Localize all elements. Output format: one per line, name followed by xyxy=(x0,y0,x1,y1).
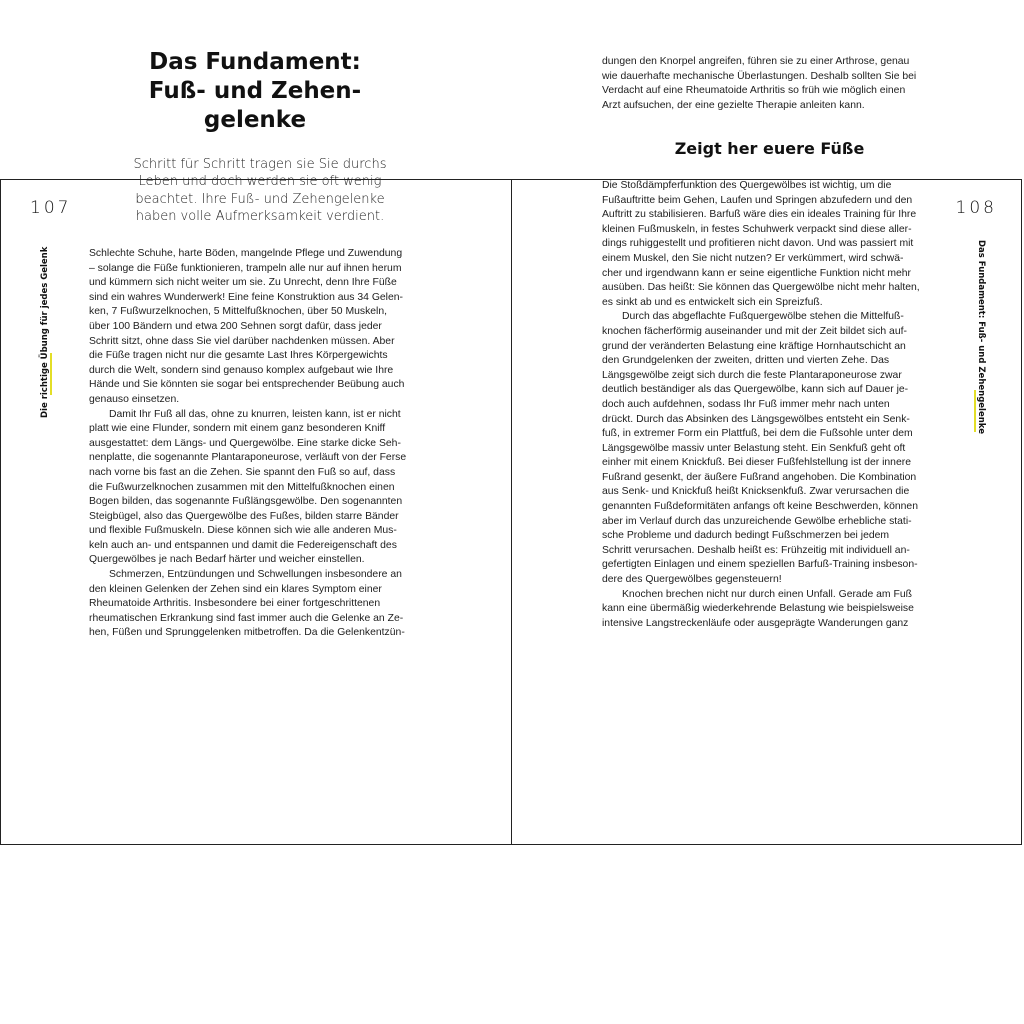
text-line: – solange die Füße funktionieren, trampeln alle nur auf ihnen herum xyxy=(89,262,402,274)
text-line: sche Probleme und dadurch bedingt Fußschmerzen bei jedem xyxy=(602,530,890,542)
lead-line: Leben und doch werden sie oft wenig xyxy=(138,174,382,190)
text-line: und kümmern sich nicht weiter um sie. Zu Unrecht, denn Ihre Füße xyxy=(89,277,397,289)
text-line: Hände und Sie könnten sie sogar bei entsprechender Beübung auch xyxy=(89,379,405,391)
text-line: Steigbügel, also das Quergewölbe des Fußes, bilden starre Bänder xyxy=(89,510,399,522)
text-line: sind ein wahres Wunderwerk! Eine feine Konstruktion aus 34 Gelen- xyxy=(89,291,404,303)
text-line: und flexible Fußmuskeln. Diese können sich wie alle anderen Mus- xyxy=(89,525,397,537)
accent-bar-right xyxy=(974,390,976,432)
text-line: keln auch an- und entspannen und damit die Federeigenschaft des xyxy=(89,539,397,551)
chapter-title-line: gelenke xyxy=(203,107,307,133)
lead-line: beachtet. Ihre Fuß- und Zehengelenke xyxy=(135,191,385,207)
text-line: die Fußwurzelknochen zusammen mit den Mittelfußknochen einen xyxy=(89,481,395,493)
right-body-text xyxy=(602,179,937,631)
text-line: grund der veränderten Belastung eine kräftige Hornhautschicht an xyxy=(602,340,906,352)
text-line: ausüben. Das heißt: Sie können das Quergewölbe nicht mehr halten, xyxy=(602,282,920,294)
text-line: fuß, in extremer Form ein Plattfuß, bei dem die Fußsohle unter dem xyxy=(602,428,913,440)
page-number-left: 107 xyxy=(30,198,72,218)
text-line: Fußauftritte beim Gehen, Laufen und Springen abzufedern und den xyxy=(602,194,913,206)
text-line: aus Senk- und Knickfuß heißt Knicksenkfuß. Zwar verursachen die xyxy=(602,486,910,498)
text-line: ausgestattet: dem Längs- und Quergewölbe. Eine starke dicke Seh- xyxy=(89,437,401,449)
page-number-right: 108 xyxy=(955,198,997,218)
text-line: cher und irgendwann kann er seine eigentliche Funktion nicht mehr xyxy=(602,267,912,279)
text-line: es sinkt ab und es entwickelt sich ein Spreizfuß. xyxy=(602,296,823,308)
running-head-right-text: Das Fundament: Fuß- und Zehengelenke xyxy=(976,240,986,434)
text-line: Schritt sitzt, ohne dass Sie viel darüber nachdenken müssen. Aber xyxy=(89,335,395,347)
text-line: genannten Fußdeformitäten anfangs oft keine Beschwerden, können xyxy=(602,501,918,513)
text-line: einher mit einem Knickfuß. Bei dieser Fußfehlstellung ist der innere xyxy=(602,457,911,469)
text-line: nenplatte, die sogenannte Plantaraponeurose, verläuft von der Ferse xyxy=(89,452,407,464)
text-line: Verdacht auf eine Rheumatoide Arthritis so früh wie möglich einen xyxy=(602,85,906,97)
text-line: dere des Quergewölbes gegensteuern! xyxy=(602,574,782,586)
lead-paragraph xyxy=(115,156,405,225)
text-line: den kleinen Gelenken der Zehen sind ein klares Symptom einer xyxy=(89,583,382,595)
text-line: durch die Welt, sondern sind genauso komplex aufgebaut wie Ihre xyxy=(89,364,394,376)
text-line: deutlich beständiger als das Quergewölbe, kann sich auf Dauer je- xyxy=(602,384,909,396)
text-line: Durch das abgeflachte Fußquergewölbe stehen die Mittelfuß- xyxy=(622,311,904,323)
right-continuation-text xyxy=(602,55,937,113)
text-line: wie dauerhafte mechanische Überlastungen. Deshalb sollten Sie bei xyxy=(602,70,917,82)
running-head-left xyxy=(38,245,52,418)
chapter-title xyxy=(95,48,415,135)
text-line: den Grundgelenken der zweiten, dritten und vierten Zehe. Das xyxy=(602,355,890,367)
text-line: intensive Langstreckenläufe oder ausgeprägte Wanderungen ganz xyxy=(602,617,909,629)
text-line: aber im Verlauf durch das unzureichende Gewölbe erhebliche stati- xyxy=(602,515,912,527)
text-line: dings ruhiggestellt und profitieren nicht davon. Und was passiert mit xyxy=(602,238,914,250)
text-line: einem Muskel, den Sie nicht nutzen? Er verkümmert, wird schwä- xyxy=(602,252,904,264)
text-line: über 100 Bändern und etwa 200 Sehnen sorgt dafür, dass jeder xyxy=(89,320,382,332)
text-line: Bogen bilden, das sogenannte Fußlängsgewölbe. Den sogenannten xyxy=(89,496,403,508)
text-line: Damit Ihr Fuß all das, ohne zu knurren, leisten kann, ist er nicht xyxy=(109,408,401,420)
accent-bar-left xyxy=(50,353,52,395)
text-line: Die Stoßdämpferfunktion des Quergewölbes ist wichtig, um die xyxy=(602,180,892,191)
lead-line: Schritt für Schritt tragen sie Sie durchs xyxy=(133,157,387,172)
text-line: genauso einsetzen. xyxy=(89,393,180,405)
text-line: Knochen brechen nicht nur durch einen Unfall. Gerade am Fuß xyxy=(622,588,912,600)
text-line: drückt. Durch das Absinken des Längsgewölbes entsteht ein Senk- xyxy=(602,413,910,425)
text-line: nach vorne bis fast an die Zehen. Sie spannt den Fuß so auf, dass xyxy=(89,466,396,478)
text-line: kann eine übermäßig wiederkehrende Belastung wie beispielsweise xyxy=(602,603,914,615)
left-body-text xyxy=(89,247,421,641)
text-line: Schmerzen, Entzündungen und Schwellungen insbesondere an xyxy=(109,569,402,581)
lead-line: haben volle Aufmerksamkeit verdient. xyxy=(135,208,385,224)
text-line: ken, 7 Fußwurzelknochen, 5 Mittelfußknochen, über 50 Muskeln, xyxy=(89,306,388,318)
chapter-title-line: Fuß- und Zehen- xyxy=(148,78,362,104)
text-line: doch auch aufdehnen, sodass Ihr Fuß immer mehr nach unten xyxy=(602,398,890,410)
section-heading: Zeigt her euere Füße xyxy=(674,139,865,158)
text-line: Quergewölbes je nach Bedarf härter und weicher einstellen. xyxy=(89,554,365,566)
text-line: Rheumatoide Arthritis. Insbesondere bei einer fortgeschrittenen xyxy=(89,598,381,610)
text-line: knochen fächerförmig auseinander und mit der Zeit bildet sich auf- xyxy=(602,325,907,337)
text-line: die Füße tragen nicht nur die gesamte Last Ihres Körpergewichts xyxy=(89,350,388,362)
text-line: kleinen Fußmuskeln, in festes Schuhwerk verpackt sind diese aller- xyxy=(602,223,912,235)
chapter-title-line: Das Fundament: xyxy=(149,49,361,75)
text-line: Auftritt zu stabilisieren. Barfuß wäre dies ein ideales Training für Ihre xyxy=(602,209,917,221)
running-head-right xyxy=(974,240,988,434)
text-line: platt wie eine Flunder, sondern mit einem ganz besonderen Kniff xyxy=(89,423,386,435)
text-line: Längsgewölbe zeigt sich durch die feste Plantaraponeurose zwar xyxy=(602,369,902,381)
text-line: hen, Füßen und Sprunggelenken mitbetroffen. Da die Gelenkentzün- xyxy=(89,627,405,639)
text-line: Längsgewölbe massiv unter Belastung steht. Ein Senkfuß geht oft xyxy=(602,442,906,454)
text-line: rheumatischen Erkrankung sind fast immer auch die Gelenke an Ze- xyxy=(89,612,404,624)
text-line: Schlechte Schuhe, harte Böden, mangelnde Pflege und Zuwendung xyxy=(89,248,403,259)
text-line: Fußrand gesenkt, der äußere Fußrand angehoben. Die Kombination xyxy=(602,471,917,483)
text-line: gefertigten Einlagen und einem speziellen Barfuß-Training insbeson- xyxy=(602,559,918,571)
text-line: Schritt verursachen. Deshalb heißt es: Frühzeitig mit individuell an- xyxy=(602,544,910,556)
running-head-left-text: Die richtige Übung für jedes Gelenk xyxy=(40,246,50,418)
text-line: dungen den Knorpel angreifen, führen sie zu einer Arthrose, genau xyxy=(602,56,910,67)
text-line: Arzt aufsuchen, der eine gezielte Therapie anleiten kann. xyxy=(602,99,865,111)
